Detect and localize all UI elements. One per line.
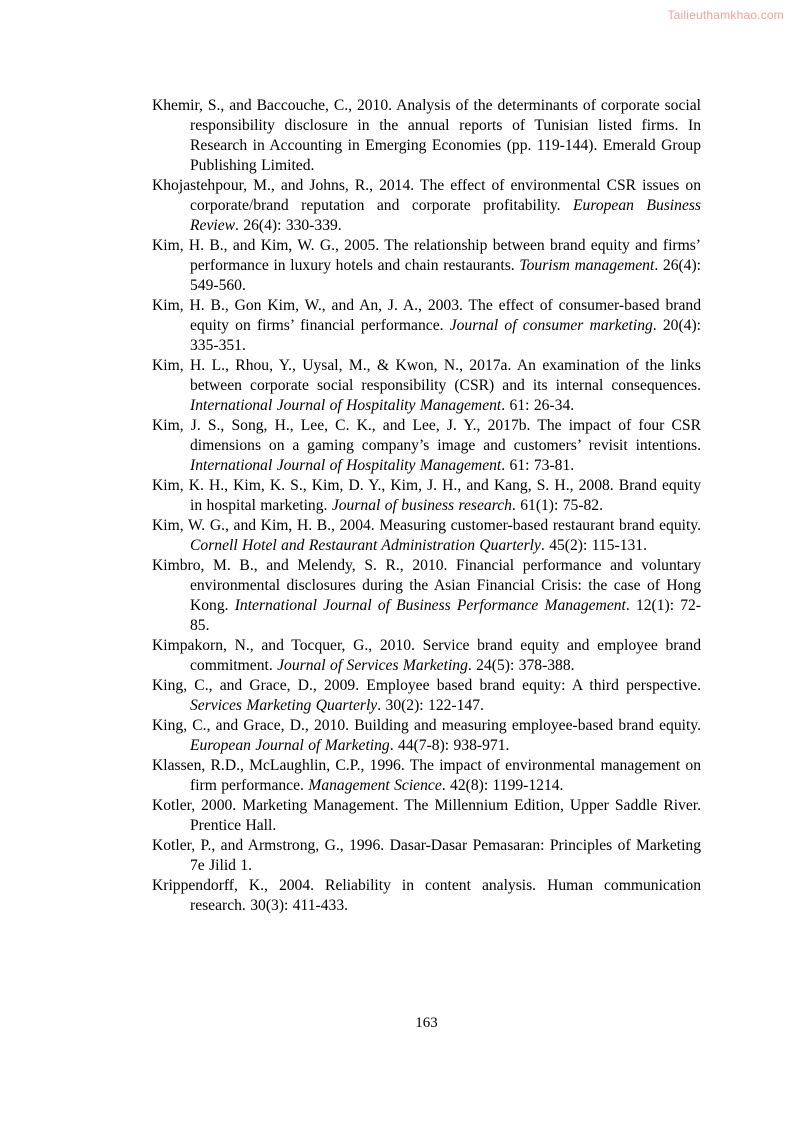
reference-item	[152, 676, 701, 716]
reference-journal-title: Tourism management	[519, 257, 655, 274]
reference-journal-title: International Journal of Hospitality Management	[190, 397, 502, 414]
reference-item	[152, 176, 701, 236]
reference-journal-title: Journal of business research	[331, 497, 512, 514]
reference-item	[152, 716, 701, 756]
page-number: 163	[415, 1015, 438, 1031]
reference-item	[152, 476, 701, 516]
reference-text: Klassen, R.D., McLaughlin, C.P., 1996. The impact of environmental management on firm performance.	[152, 757, 701, 794]
reference-item	[152, 236, 701, 296]
reference-item	[152, 356, 701, 416]
reference-item	[152, 876, 701, 916]
references-list	[152, 96, 701, 916]
reference-text: . 12(1): 72-85.	[190, 597, 701, 634]
reference-journal-title: Journal of Services Marketing	[277, 657, 468, 674]
watermark: Tailieuthamkhao.com	[667, 8, 784, 22]
reference-text: . 26(4): 330-339.	[235, 217, 342, 234]
reference-text: . 24(5): 378-388.	[467, 657, 575, 674]
reference-item	[152, 516, 701, 556]
reference-text: . 61(1): 75-82.	[511, 497, 604, 514]
reference-item	[152, 796, 701, 836]
reference-journal-title: Management Science	[308, 777, 442, 794]
reference-text: . 42(8): 1199-1214.	[441, 777, 564, 794]
reference-item	[152, 296, 701, 356]
reference-item	[152, 836, 701, 876]
reference-text: King, C., and Grace, D., 2009. Employee based brand equity: A third perspective.	[152, 677, 701, 694]
reference-text: . 20(4): 335-351.	[190, 317, 701, 354]
reference-text: Khojastehpour, M., and Johns, R., 2014. The effect of environmental CSR issues on corporate/brand reputation and corporate profitability.	[152, 177, 701, 214]
reference-text: Kim, H. B., and Kim, W. G., 2005. The relationship between brand equity and firms’ performance in luxury hotels and chain restaurants.	[152, 237, 701, 274]
reference-text: Kimbro, M. B., and Melendy, S. R., 2010. Financial performance and voluntary environmental disclosures during the Asian Financial Crisis: the case of Hong Kong.	[152, 557, 701, 614]
reference-text: Kimpakorn, N., and Tocquer, G., 2010. Service brand equity and employee brand commitment.	[152, 637, 701, 674]
reference-text: Kotler, P., and Armstrong, G., 1996. Dasar-Dasar Pemasaran: Principles of Marketing 7e Jilid 1.	[152, 837, 701, 874]
reference-text: King, C., and Grace, D., 2010. Building and measuring employee-based brand equity.	[152, 717, 701, 734]
reference-text: Kim, K. H., Kim, K. S., Kim, D. Y., Kim, J. H., and Kang, S. H., 2008. Brand equity in hospital marketing.	[152, 477, 701, 514]
reference-text: . 61: 73-81.	[501, 457, 575, 474]
reference-journal-title: European Journal of Marketing	[190, 737, 390, 754]
reference-journal-title: Cornell Hotel and Restaurant Administration Quarterly	[190, 537, 541, 554]
reference-item	[152, 556, 701, 636]
reference-text: . 61: 26-34.	[501, 397, 575, 414]
reference-journal-title: International Journal of Business Performance Management	[234, 597, 626, 614]
reference-journal-title: International Journal of Hospitality Management	[190, 457, 502, 474]
reference-text: Khemir, S., and Baccouche, C., 2010. Analysis of the determinants of corporate social responsibility disclosure in the annual reports of Tunisian listed firms. In Research in Accounting in Emerging Economies (pp. 119-144). Emerald Group Publishing Limited.	[152, 97, 701, 174]
reference-text: Kim, J. S., Song, H., Lee, C. K., and Lee, J. Y., 2017b. The impact of four CSR dimensions on a gaming company’s image and customers’ revisit intentions.	[152, 417, 701, 454]
reference-journal-title: Services Marketing Quarterly	[190, 697, 378, 714]
reference-text: Krippendorff, K., 2004. Reliability in content analysis. Human communication research. 30(3): 411-433.	[152, 877, 701, 914]
reference-text: Kim, H. B., Gon Kim, W., and An, J. A., 2003. The effect of consumer-based brand equity on firms’ financial performance.	[152, 297, 701, 334]
reference-item	[152, 416, 701, 476]
reference-journal-title: European Business Review	[190, 197, 701, 234]
reference-text: . 44(7-8): 938-971.	[389, 737, 510, 754]
reference-item	[152, 636, 701, 676]
reference-text: Kim, H. L., Rhou, Y., Uysal, M., & Kwon, N., 2017a. An examination of the links between corporate social responsibility (CSR) and its internal consequences.	[152, 357, 701, 394]
reference-item	[152, 756, 701, 796]
reference-text: Kim, W. G., and Kim, H. B., 2004. Measuring customer-based restaurant brand equity.	[152, 517, 701, 534]
reference-text: . 26(4): 549-560.	[190, 257, 702, 294]
reference-journal-title: Journal of consumer marketing	[449, 317, 653, 334]
reference-text: Kotler, 2000. Marketing Management. The Millennium Edition, Upper Saddle River. Prentice Hall.	[152, 797, 701, 834]
reference-text: . 30(2): 122-147.	[377, 697, 484, 714]
reference-item	[152, 96, 701, 176]
reference-text: . 45(2): 115-131.	[540, 537, 648, 554]
